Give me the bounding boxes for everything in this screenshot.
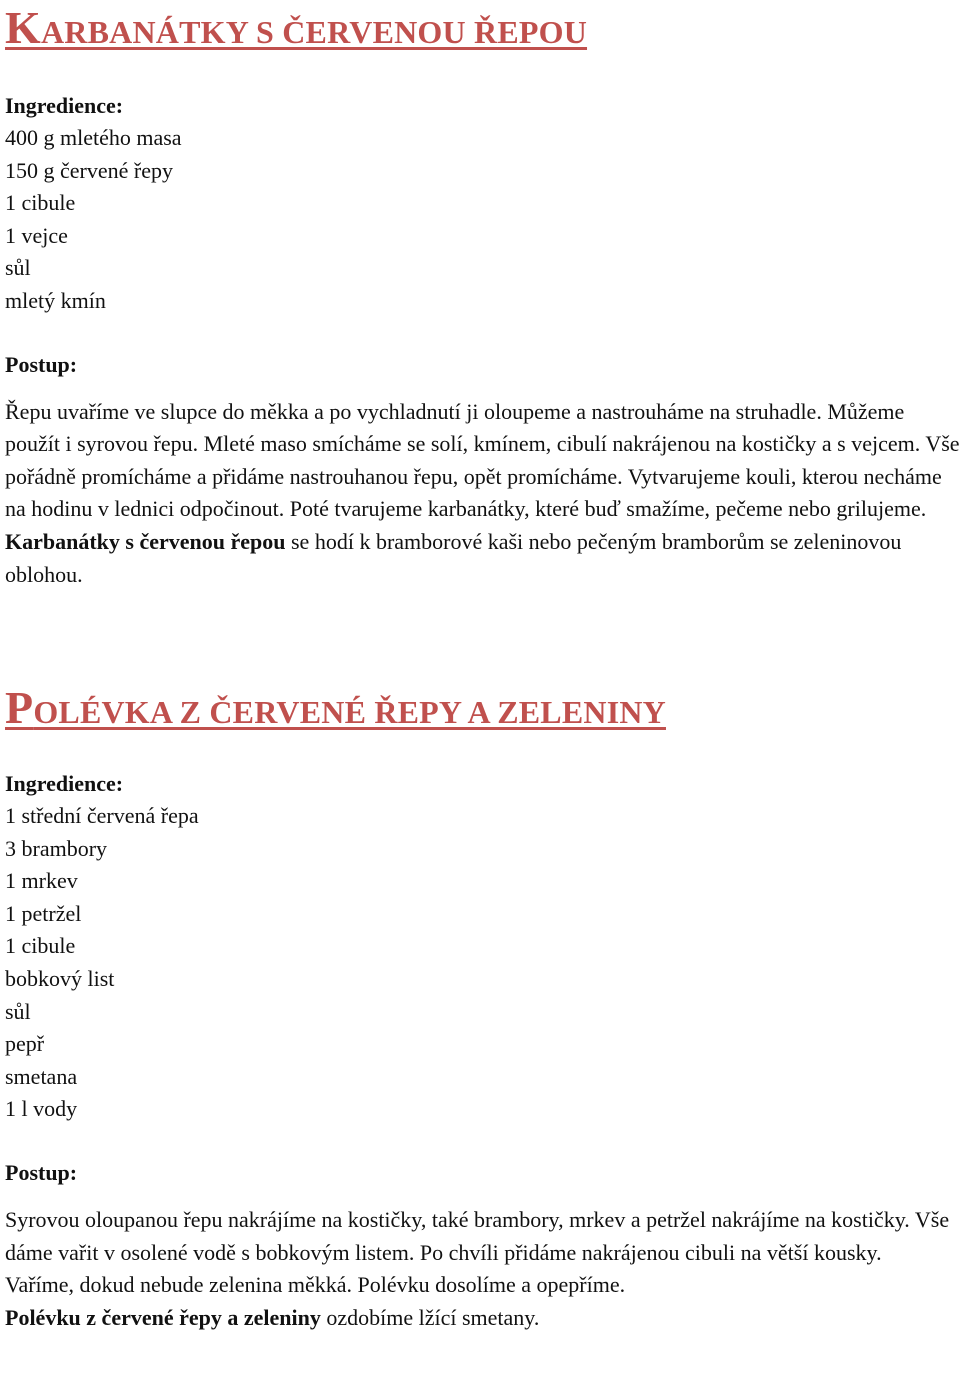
ingredient-item: smetana: [5, 1063, 78, 1089]
method-paragraph: Řepu uvaříme ve slupce do měkka a po vychladnutí ji oloupeme a nastrouháme na struhadle. Můžeme použít i syrovou řepu. Mleté maso smícháme se solí, kmínem, cibulí nakrájenou na kostičky a s vejcem. Vše pořádně promícháme a přidáme nastrouhanou řepu, opět promícháme. Vytvarujeme kouli, kterou necháme na hodinu v lednici odpočinout. Poté tvarujeme karbanátky, které buď smažíme, pečeme nebo grilujeme.: [5, 398, 960, 522]
ingredients-label: Ingredience:: [5, 93, 124, 118]
ingredient-item: 1 vejce: [5, 222, 68, 248]
ingredient-item: sůl: [5, 998, 31, 1024]
recipe-title-initial: K: [5, 2, 41, 53]
method-label: Postup:: [5, 351, 78, 377]
ingredient-item: 1 cibule: [5, 933, 76, 959]
serving-note: [5, 1302, 960, 1335]
ingredients-list: [5, 800, 960, 1126]
ingredient-item: 150 g červené řepy: [5, 157, 173, 183]
recipe-title: [5, 2, 588, 55]
method-label: Postup:: [5, 1159, 78, 1185]
ingredients-list: [5, 122, 960, 318]
ingredient-item: sůl: [5, 255, 31, 281]
ingredient-item: 1 mrkev: [5, 868, 78, 894]
ingredient-item: bobkový list: [5, 965, 115, 991]
serving-note: [5, 526, 960, 591]
ingredient-item: 3 brambory: [5, 835, 108, 861]
serving-note-text: ozdobíme lžící smetany.: [320, 1304, 540, 1330]
method-paragraph: Syrovou oloupanou řepu nakrájíme na kostičky, také brambory, mrkev a petržel nakrájíme na kostičky. Vše dáme vařit v osolené vodě s bobkovým listem. Po chvíli přidáme nakrájenou cibuli na větší kousky.: [5, 1206, 950, 1265]
recipe-title-rest: OLÉVKA Z ČERVENÉ ŘEPY A ZELENINY: [33, 694, 666, 730]
ingredient-item: 1 l vody: [5, 1096, 78, 1122]
recipe-title: [5, 682, 666, 735]
ingredient-item: 1 cibule: [5, 190, 76, 216]
serving-note-dish: Karbanátky s červenou řepou: [5, 528, 286, 554]
ingredient-item: pepř: [5, 1031, 45, 1057]
ingredient-item: 1 střední červená řepa: [5, 803, 199, 828]
recipe-title-initial: P: [5, 682, 34, 733]
recipe-title-rest: ARBANÁTKY S ČERVENOU ŘEPOU: [40, 14, 588, 50]
method-paragraph-2: Vaříme, dokud nebude zelenina měkká. Polévku dosolíme a opepříme.: [5, 1272, 626, 1298]
ingredient-item: 1 petržel: [5, 900, 82, 926]
ingredient-item: 400 g mletého masa: [5, 125, 182, 150]
recipe-karbanatky: [5, 2, 960, 591]
ingredients-label: Ingredience:: [5, 771, 124, 796]
ingredient-item: mletý kmín: [5, 287, 106, 313]
serving-note-text: se hodí k bramborové kaši nebo pečeným bramborům se zeleninovou oblohou.: [5, 528, 902, 587]
serving-note-dish: Polévku z červené řepy a zeleniny: [5, 1304, 321, 1330]
recipe-polevka: [5, 682, 960, 1334]
